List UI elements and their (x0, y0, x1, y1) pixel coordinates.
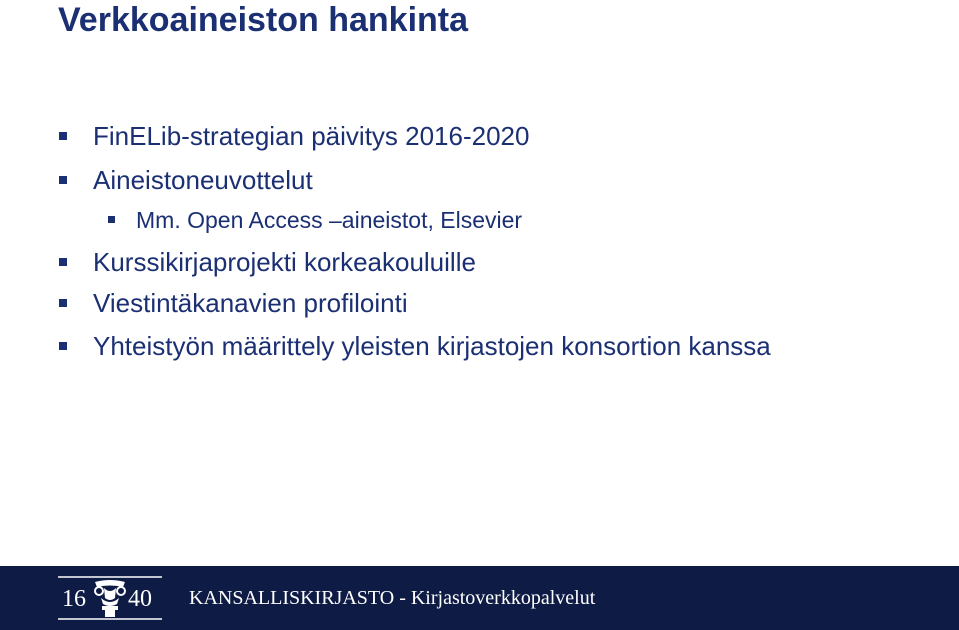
bullet-item (93, 288, 408, 318)
bullet-item (93, 247, 476, 277)
bullet-text: Mm. Open Access –aineistot, Elsevier (136, 207, 523, 233)
bullet-item (93, 121, 529, 151)
footer-bar (0, 566, 959, 630)
logo-year-left: 16 (62, 586, 86, 612)
bullet-item (93, 331, 771, 361)
square-bullet-icon (59, 342, 67, 350)
bullet-text: Aineistoneuvottelut (93, 165, 313, 195)
logo-year-right: 40 (128, 586, 152, 612)
bullet-text: Kurssikirjaprojekti korkeakouluille (93, 247, 476, 277)
national-library-logo (58, 576, 162, 620)
bullet-item (93, 165, 313, 195)
square-bullet-icon (59, 176, 67, 184)
footer-organization-text: KANSALLISKIRJASTO - Kirjastoverkkopalvelut (189, 587, 596, 609)
slide-title: Verkkoaineiston hankinta (58, 1, 469, 39)
square-bullet-icon (59, 299, 67, 307)
bullet-text: Yhteistyön määrittely yleisten kirjastojen konsortion kanssa (93, 331, 771, 361)
sub-bullet-item (136, 206, 522, 234)
square-bullet-icon (59, 132, 67, 140)
square-bullet-icon (59, 258, 67, 266)
bullet-text: Viestintäkanavien profilointi (93, 288, 408, 318)
square-bullet-icon (108, 216, 115, 223)
bullet-text: FinELib-strategian päivitys 2016-2020 (93, 121, 530, 151)
column-capital-icon (92, 578, 128, 618)
